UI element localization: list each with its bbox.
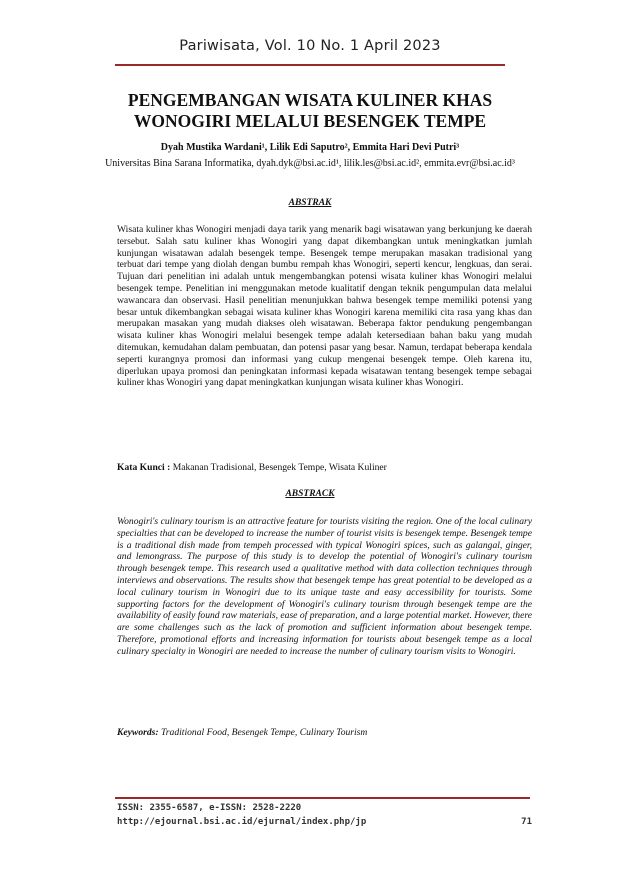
kata-kunci-values: Makanan Tradisional, Besengek Tempe, Wisata Kuliner — [172, 462, 387, 473]
author-list: Dyah Mustika Wardani¹, Lilik Edi Saputro², Emmita Hari Devi Putri³ — [160, 142, 460, 153]
keywords-label: Keywords: — [117, 727, 159, 738]
abstrak-heading: ABSTRAK — [288, 198, 332, 208]
journal-header: Pariwisata, Vol. 10 No. 1 April 2023 — [179, 38, 441, 54]
issn: ISSN: 2355-6587, e-ISSN: 2528-2220 — [117, 803, 302, 813]
page-number: 71 — [521, 817, 532, 827]
kata-kunci-label: Kata Kunci : — [117, 462, 171, 473]
keywords-values: Traditional Food, Besengek Tempe, Culinary Tourism — [160, 727, 368, 738]
journal-url[interactable]: http://ejournal.bsi.ac.id/ejurnal/index.php/jp — [117, 817, 367, 827]
abstract-body: Wonogiri's culinary tourism is an attractive feature for tourists visiting the region. One of the local culinary specialties that can be developed to increase the number of tourist visits is besengek tempe. Besengek tempe is a traditional dish made from tempeh processed with typical Wonogiri spices, such as galangal, ginger, and lemongrass. The purpose of this study is to develop the potential of Wonogiri's culinary tourism through besengek tempe. This research used a qualitative method with data collection techniques through interviews and observations. The results show that besengek tempe has great potential to be developed as a local culinary tourism in Wonogiri due to its unique taste and easy accessibility for tourists. Some supporting factors for the development of Wonogiri's culinary tourism through besengek tempe are the availability of easily found raw materials, ease of preparation, and a large potential market. However, there are some challenges such as the lack of promotion and sufficient information about besengek tempe. Therefore, promotional efforts and increasing information for tourists about besengek tempe as a local culinary specialty in Wonogiri are needed to increase the number of culinary tourism visits to Wonogiri. — [117, 516, 532, 657]
kata-kunci — [117, 462, 532, 473]
affiliation: Universitas Bina Sarana Informatika, dyah.dyk@bsi.ac.id¹, lilik.les@bsi.ac.id², emmita.evr@bsi.ac.id³ — [105, 158, 515, 169]
keywords — [117, 727, 532, 738]
footer-rule — [115, 797, 530, 799]
abstrak-body: Wisata kuliner khas Wonogiri menjadi daya tarik yang menarik bagi wisatawan yang berkunjung ke daerah tersebut. Salah satu kuliner khas Wonogiri yang dapat dikembangkan untuk meningkatkan jumlah kunjungan wisatawan adalah besengek tempe. Besengek tempe merupakan masakan tradisional yang terbuat dari tempe yang diolah dengan bumbu rempah khas Wonogiri, seperti kencur, lengkuas, dan serai. Tujuan dari penelitian ini adalah untuk mengembangkan potensi wisata kuliner khas Wonogiri melalui besengek tempe. Penelitian ini menggunakan metode kualitatif dengan teknik pengumpulan data melalui wawancara dan observasi. Hasil penelitian menunjukkan bahwa besengek tempe memiliki potensi yang besar untuk dikembangkan sebagai wisata kuliner khas Wonogiri karena memiliki cita rasa yang khas dan merupakan masakan yang mudah diakses oleh wisatawan. Beberapa faktor pendukung pengembangan wisata kuliner khas Wonogiri melalui besengek tempe adalah ketersediaan bahan baku yang mudah ditemukan, kemudahan dalam pembuatan, dan potensi pasar yang besar. Namun, terdapat beberapa kendala seperti kurangnya promosi dan informasi yang cukup mengenai besengek tempe. Oleh karena itu, diperlukan upaya promosi dan peningkatan informasi kepada wisatawan tentang besengek tempe sebagai kuliner khas Wonogiri yang dapat meningkatkan kunjungan wisata kuliner khas Wonogiri. — [117, 224, 532, 389]
abstract-heading: ABSTRACK — [285, 489, 335, 499]
header-rule — [115, 64, 505, 66]
paper-title: PENGEMBANGAN WISATA KULINER KHAS WONOGIRI MELALUI BESENGEK TEMPE — [127, 90, 493, 131]
